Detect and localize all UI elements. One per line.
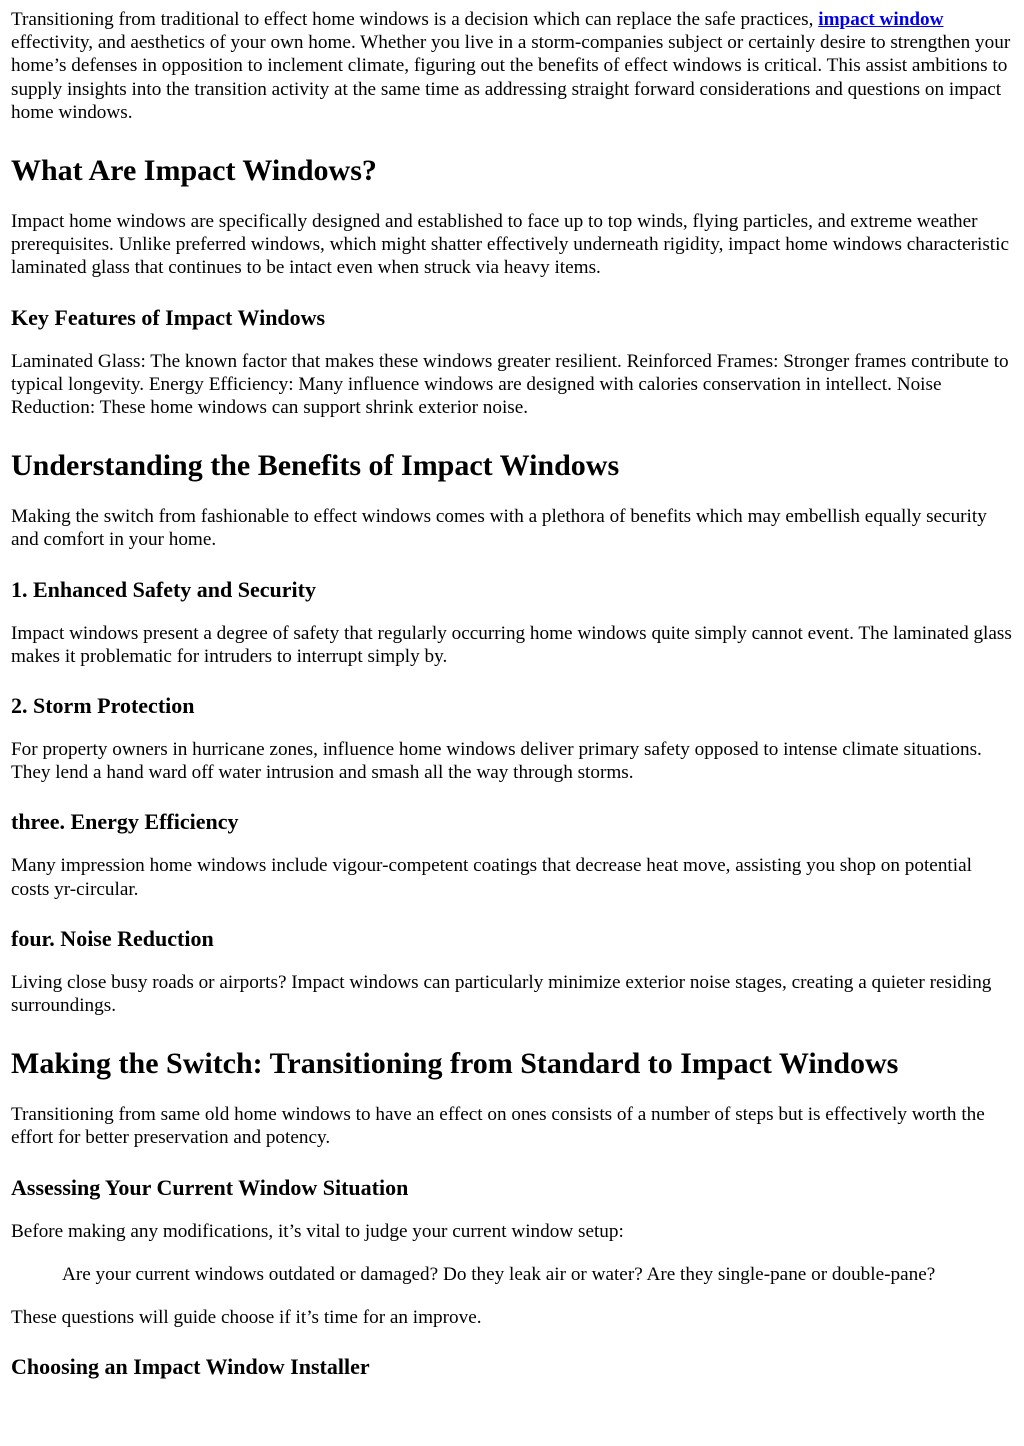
paragraph-making-the-switch: Transitioning from same old home windows to have an effect on ones consists of a number of steps but is effectively worth the effort for better preservation and potency. [11, 1104, 985, 1149]
heading-choosing-installer: Choosing an Impact Window Installer [11, 1354, 370, 1380]
paragraph-assessing-lead: Before making any modifications, it’s vital to judge your current window setup: [11, 1220, 624, 1242]
heading-safety-security: 1. Enhanced Safety and Security [11, 576, 316, 602]
intro-text-after-link: effectivity, and aesthetics of your own home. Whether you live in a storm-companies subject or certainly desire to strengthen your home’s defenses in opposition to inclement climate, figuring out the benefits of effect windows is critical. This assist ambitions to supply insights into the transition activity at the same time as addressing straight forward considerations and questions on impact home windows. [11, 32, 1011, 123]
paragraph-safety-security: Impact windows present a degree of safety that regularly occurring home windows quite simply cannot event. The laminated glass makes it problematic for intruders to interrupt simply by. [11, 622, 1012, 667]
heading-making-the-switch: Making the Switch: Transitioning from Standard to Impact Windows [11, 1047, 899, 1081]
intro-paragraph [11, 8, 1013, 124]
paragraph-key-features: Laminated Glass: The known factor that makes these windows greater resilient. Reinforced Frames: Stronger frames contribute to typical longevity. Energy Efficiency: Many influence windows are designed with calories conservation in intellect. Noise Reduction: These home windows can support shrink exterior noise. [11, 350, 1009, 419]
impact-window-link[interactable]: impact window [818, 9, 944, 30]
intro-text-before-link: Transitioning from traditional to effect home windows is a decision which can replace the safe practices, [11, 9, 819, 30]
heading-key-features: Key Features of Impact Windows [11, 304, 326, 330]
heading-what-are-impact-windows: What Are Impact Windows? [11, 154, 377, 188]
paragraph-storm-protection: For property owners in hurricane zones, influence home windows deliver primary safety opposed to intense climate situations. They lend a hand ward off water intrusion and smash all the way through storms. [11, 739, 982, 784]
heading-energy-efficiency: three. Energy Efficiency [11, 809, 239, 835]
paragraph-energy-efficiency: Many impression home windows include vigour-competent coatings that decrease heat move, assisting you shop on potential costs yr-circular. [11, 855, 972, 900]
heading-assessing-window-situation: Assessing Your Current Window Situation [11, 1174, 409, 1200]
heading-benefits: Understanding the Benefits of Impact Windows [11, 449, 620, 483]
assessing-questions-quote: Are your current windows outdated or damaged? Do they leak air or water? Are they single-pane or double-pane? [62, 1263, 936, 1285]
paragraph-assessing-after: These questions will guide choose if it’s time for an improve. [11, 1307, 482, 1329]
paragraph-what-are-impact-windows: Impact home windows are specifically designed and established to face up to top winds, flying particles, and extreme weather prerequisites. Unlike preferred windows, which might shatter effectively underneath rigidity, impact home windows characteristic laminated glass that continues to be intact even when struck via heavy items. [11, 211, 1009, 279]
paragraph-noise-reduction: Living close busy roads or airports? Impact windows can particularly minimize exterior noise stages, creating a quieter residing surroundings. [11, 971, 992, 1017]
heading-noise-reduction: four. Noise Reduction [11, 925, 214, 951]
paragraph-benefits: Making the switch from fashionable to effect windows comes with a plethora of benefits which may embellish equally security and comfort in your home. [11, 506, 987, 551]
heading-storm-protection: 2. Storm Protection [11, 693, 195, 719]
